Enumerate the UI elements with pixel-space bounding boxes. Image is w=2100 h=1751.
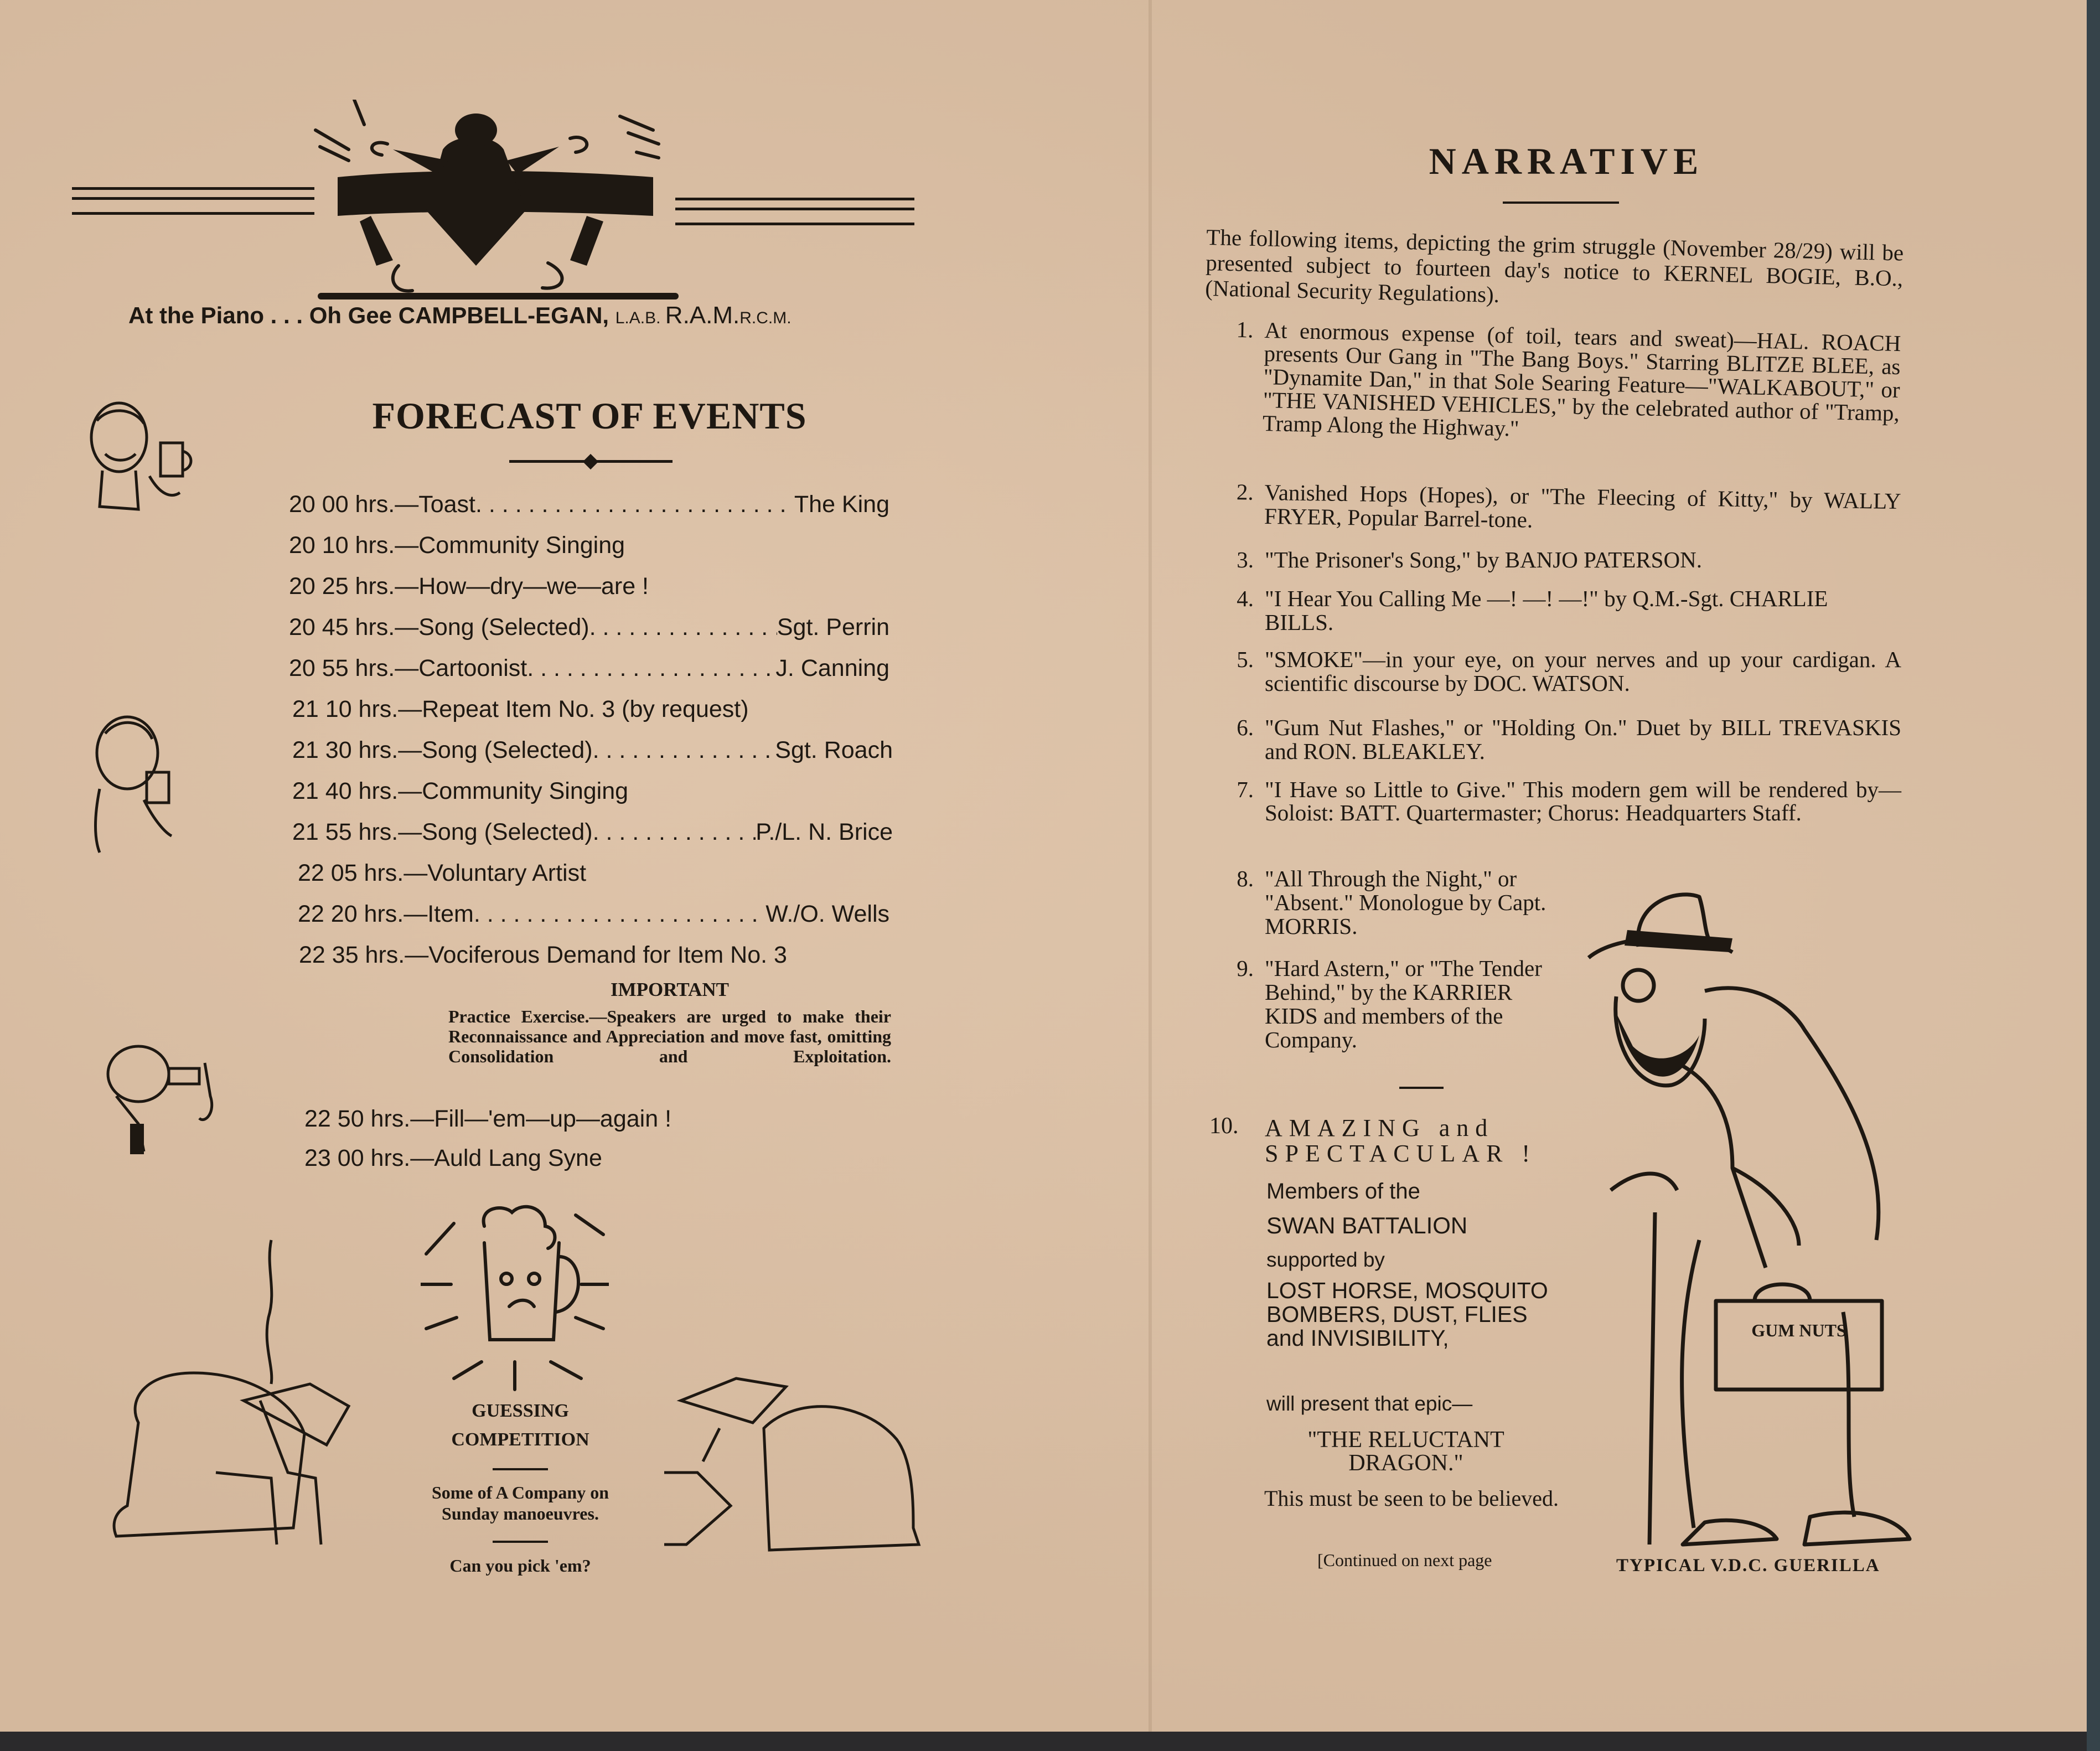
narrative-item bbox=[1237, 547, 1901, 572]
item10-battalion: SWAN BATTALION bbox=[1266, 1212, 1468, 1238]
item10-list: LOST HORSE, MOSQUITO BOMBERS, DUST, FLIES and INVISIBILITY, bbox=[1266, 1278, 1548, 1351]
event-row bbox=[298, 860, 898, 887]
item-number: 6. bbox=[1237, 715, 1254, 740]
event-time: 21 55 hrs.—Song (Selected) bbox=[292, 819, 593, 845]
narrative-title: NARRATIVE bbox=[1429, 140, 1704, 182]
event-performer: Sgt. Perrin bbox=[777, 614, 889, 641]
piano-prefix: At the Piano . . . Oh Gee bbox=[128, 302, 399, 328]
item-text: "I Have so Little to Give." This modern gem will be rendered by—Soloist: BATT. Quartermaster; Chorus: Headquarters Staff. bbox=[1265, 777, 1901, 825]
event-time: 20 00 hrs.—Toast bbox=[289, 491, 476, 518]
item-text: "Hard Astern," or "The Tender Behind," by the KARRIER KIDS and members of the Company. bbox=[1265, 955, 1542, 1052]
pianist-illustration bbox=[310, 100, 686, 304]
header-rule-left bbox=[72, 187, 314, 215]
important-heading: IMPORTANT bbox=[611, 979, 729, 1000]
event-time: 22 50 hrs.—Fill—'em—up—again ! bbox=[304, 1106, 672, 1132]
practice-note: Practice Exercise.—Speakers are urged to make their Reconnaissance and Appreciation and move fast, omitting Consolidation and Exploitation. bbox=[448, 1006, 891, 1066]
event-time: 22 05 hrs.—Voluntary Artist bbox=[298, 860, 587, 886]
leader-dots bbox=[475, 491, 794, 518]
narrative-item bbox=[1237, 647, 1901, 696]
guess-divider bbox=[493, 1468, 548, 1470]
event-row bbox=[292, 737, 893, 764]
bag-label: GUM NUTS bbox=[1751, 1320, 1846, 1340]
caricature-drinker-2 bbox=[89, 711, 188, 861]
event-performer: Sgt. Roach bbox=[775, 737, 893, 763]
item10-present: will present that epic— bbox=[1266, 1392, 1473, 1415]
armchair-reader-left bbox=[105, 1235, 382, 1556]
item-text: "The Prisoner's Song," by BANJO PATERSON. bbox=[1265, 547, 1702, 572]
narrative-item bbox=[1237, 586, 1901, 635]
event-row bbox=[292, 778, 893, 805]
item-number: 7. bbox=[1237, 777, 1254, 802]
item-divider bbox=[1399, 1087, 1444, 1089]
event-time: 23 00 hrs.—Auld Lang Syne bbox=[304, 1145, 602, 1171]
header-rule-right bbox=[675, 198, 914, 225]
beer-mug-illustration bbox=[421, 1201, 609, 1401]
item10-epic: "THE RELUCTANT DRAGON." bbox=[1307, 1427, 1504, 1476]
item-number: 3. bbox=[1237, 547, 1254, 572]
caricature-drinker-1 bbox=[83, 399, 210, 520]
item-text: At enormous expense (of toil, tears and sweat)—HAL. ROACH presents Our Gang in "The Bang Boys." Starring BLITZE BLEE, as "Dynamite Dan," in that Sole Searing Feature—"WALKABOUT," or "THE VANISHED VEHICLES," by the celebrated author of "Tramp, Tramp Along the Highway." bbox=[1262, 317, 1901, 441]
event-row bbox=[289, 491, 889, 518]
guessing-desc2: Sunday manoeuvres. bbox=[442, 1504, 599, 1523]
scan-edge-right bbox=[2087, 0, 2100, 1751]
event-row bbox=[292, 819, 893, 846]
narrative-item bbox=[1236, 479, 1901, 537]
event-time: 20 25 hrs.—How—dry—we—are ! bbox=[289, 573, 649, 600]
item10-supported: supported by bbox=[1266, 1248, 1385, 1271]
guessing-line1: GUESSING bbox=[472, 1401, 569, 1421]
piano-credit bbox=[128, 302, 792, 329]
armchair-reader-right bbox=[653, 1362, 930, 1578]
event-row bbox=[304, 1106, 905, 1133]
continued-note: [Continued on next page bbox=[1317, 1550, 1492, 1570]
event-time: 20 45 hrs.—Song (Selected) bbox=[289, 614, 589, 641]
scan-edge-bottom bbox=[0, 1732, 2100, 1751]
event-time: 20 55 hrs.—Cartoonist bbox=[289, 655, 527, 681]
narrative-intro: The following items, depicting the grim struggle (November 28/29) will be presented subject to fourteen day's notice to KERNEL BOGIE, B.O., (National Security Regulations). bbox=[1204, 224, 1904, 308]
event-time: 21 30 hrs.—Song (Selected) bbox=[292, 737, 593, 763]
item-number: 8. bbox=[1237, 866, 1254, 891]
narrative-item bbox=[1237, 955, 1564, 1052]
item10-members: Members of the bbox=[1266, 1179, 1420, 1204]
event-row bbox=[289, 614, 889, 641]
guess-divider bbox=[493, 1541, 548, 1543]
narrative-divider bbox=[1503, 202, 1619, 204]
event-row bbox=[292, 696, 893, 723]
event-row bbox=[299, 942, 899, 969]
caricature-drinker-3 bbox=[100, 1041, 244, 1168]
event-performer: P./L. N. Brice bbox=[756, 819, 893, 845]
item-text: "SMOKE"—in your eye, on your nerves and up your cardigan. A scientific discourse by DOC. WATSON. bbox=[1265, 647, 1901, 696]
narrative-item bbox=[1237, 777, 1901, 825]
item-number: 10. bbox=[1209, 1113, 1239, 1139]
narrative-item bbox=[1236, 316, 1901, 448]
credential-rcm: R.C.M. bbox=[739, 309, 792, 327]
guerilla-illustration bbox=[1566, 880, 1954, 1550]
narrative-item bbox=[1237, 866, 1564, 939]
item10-headline bbox=[1265, 1115, 1553, 1166]
item-number: 9. bbox=[1237, 955, 1254, 981]
item10-line2: SPECTACULAR ! bbox=[1265, 1140, 1537, 1167]
event-time: 22 35 hrs.—Vociferous Demand for Item No. 3 bbox=[299, 942, 787, 968]
credential-lab: L.A.B. bbox=[615, 309, 665, 327]
item10-believe: This must be seen to be believed. bbox=[1264, 1486, 1559, 1511]
item-number: 2. bbox=[1236, 479, 1254, 505]
item-text: "I Hear You Calling Me —! —! —!" by Q.M.-Sgt. CHARLIE BILLS. bbox=[1265, 586, 1828, 635]
item-text: "All Through the Night," or "Absent." Monologue by Capt. MORRIS. bbox=[1265, 866, 1546, 939]
event-row bbox=[289, 532, 889, 559]
event-row bbox=[304, 1145, 905, 1172]
event-row bbox=[298, 901, 889, 928]
item-text: Vanished Hops (Hopes), or "The Fleecing of Kitty," by WALLY FRYER, Popular Barrel-tone. bbox=[1264, 479, 1901, 533]
guessing-line2: COMPETITION bbox=[451, 1429, 589, 1450]
narrative-item bbox=[1237, 715, 1901, 764]
leader-dots bbox=[474, 901, 765, 928]
leader-dots bbox=[527, 655, 775, 682]
event-time: 21 40 hrs.—Community Singing bbox=[292, 778, 629, 804]
event-row bbox=[289, 655, 889, 682]
event-performer: J. Canning bbox=[775, 655, 889, 681]
guessing-question: Can you pick 'em? bbox=[449, 1556, 591, 1576]
pianist-name: CAMPBELL-EGAN, bbox=[398, 302, 615, 328]
event-performer: W./O. Wells bbox=[765, 901, 889, 927]
leader-dots bbox=[589, 614, 777, 641]
item10-line1: AMAZING and bbox=[1265, 1114, 1494, 1141]
credential-ram: R.A.M. bbox=[665, 302, 740, 329]
forecast-title: FORECAST OF EVENTS bbox=[372, 395, 807, 437]
item-text: "Gum Nut Flashes," or "Holding On." Duet by BILL TREVASKIS and RON. BLEAKLEY. bbox=[1265, 715, 1901, 764]
leader-dots bbox=[593, 737, 775, 764]
event-time: 22 20 hrs.—Item bbox=[298, 901, 474, 927]
item-number: 4. bbox=[1237, 586, 1254, 611]
illustration-caption: TYPICAL V.D.C. GUERILLA bbox=[1616, 1556, 1880, 1576]
event-row bbox=[289, 573, 889, 600]
item-number: 5. bbox=[1237, 647, 1254, 672]
event-time: 21 10 hrs.—Repeat Item No. 3 (by request) bbox=[292, 696, 749, 722]
event-time: 20 10 hrs.—Community Singing bbox=[289, 532, 625, 559]
page-fold bbox=[1149, 0, 1152, 1732]
event-performer: The King bbox=[794, 491, 889, 518]
guessing-desc1: Some of A Company on bbox=[431, 1483, 609, 1502]
leader-dots bbox=[593, 819, 756, 846]
item-number: 1. bbox=[1236, 316, 1254, 343]
